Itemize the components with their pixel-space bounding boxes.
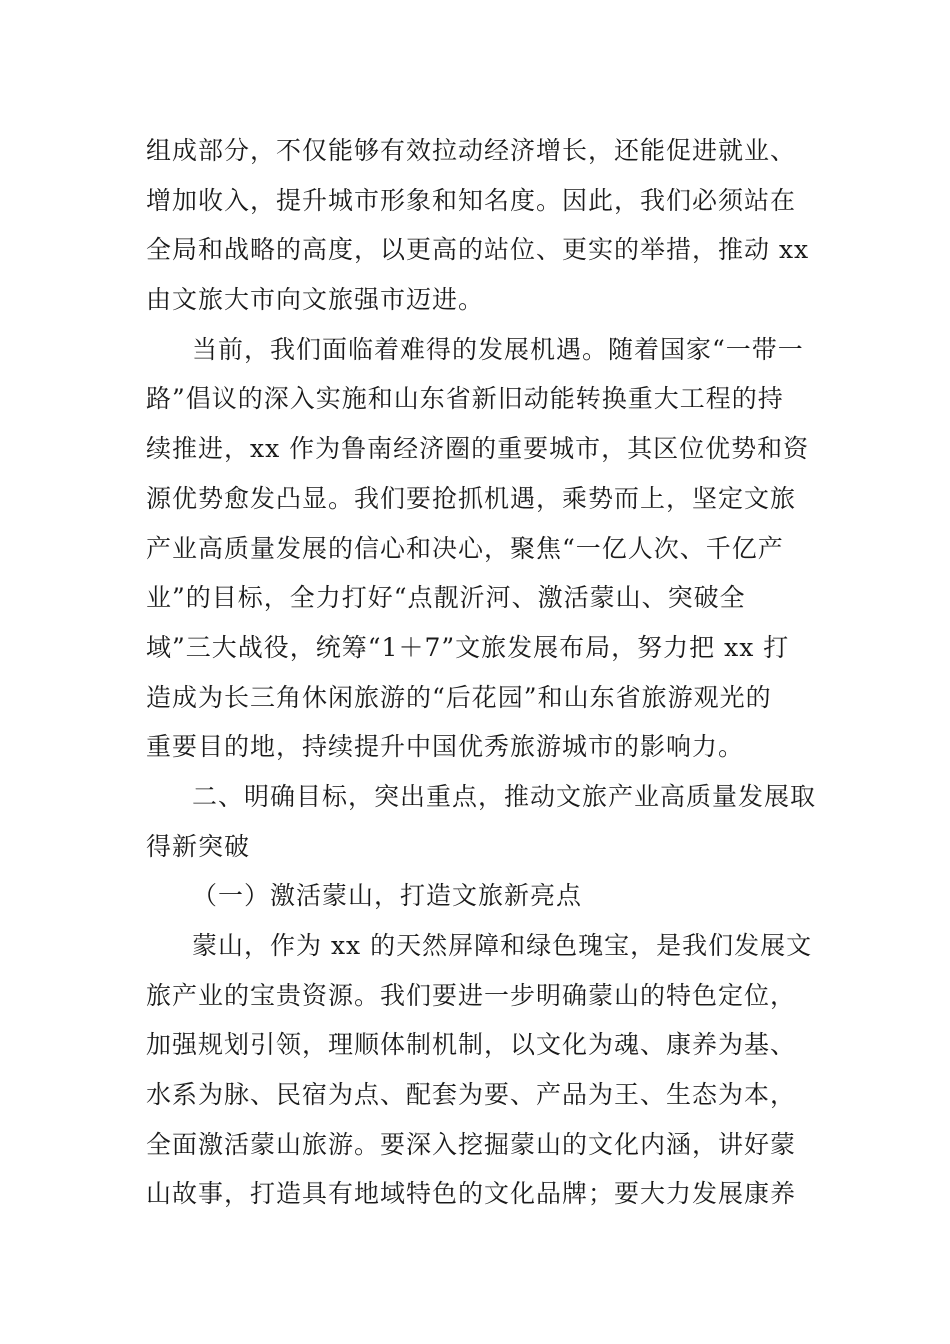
paragraph-line: 由文旅大市向文旅强市迈进。 bbox=[146, 285, 485, 315]
paragraph-line: 域”三大战役，统筹“1＋7”文旅发展布局，努力把 xx 打 bbox=[146, 632, 790, 662]
paragraph-line: 增加收入，提升城市形象和知名度。因此，我们必须站在 bbox=[146, 185, 797, 215]
paragraph-line: 蒙山，作为 xx 的天然屏障和绿色瑰宝，是我们发展文 bbox=[192, 931, 813, 960]
paragraph-line: 全面激活蒙山旅游。要深入挖掘蒙山的文化内涵，讲好蒙 bbox=[146, 1129, 797, 1159]
paragraph-line: 续推进，xx 作为鲁南经济圈的重要城市，其区位优势和资 bbox=[146, 434, 810, 464]
section-heading: 二、明确目标，突出重点，推动文旅产业高质量发展取 bbox=[192, 781, 817, 811]
paragraph-line: 加强规划引领，理顺体制机制，以文化为魂、康养为基、 bbox=[146, 1030, 797, 1060]
body-text bbox=[146, 126, 817, 1219]
paragraph-line: 路”倡议的深入实施和山东省新旧动能转换重大工程的持 bbox=[146, 384, 784, 414]
subsection-heading: （一）激活蒙山，打造文旅新亮点 bbox=[192, 881, 583, 911]
paragraph-line: 当前，我们面临着难得的发展机遇。随着国家“一带一 bbox=[192, 334, 804, 364]
paragraph-line: 重要目的地，持续提升中国优秀旅游城市的影响力。 bbox=[146, 732, 745, 762]
paragraph-line: 业”的目标，全力打好“点靓沂河、激活蒙山、突破全 bbox=[146, 583, 746, 613]
paragraph-line: 源优势愈发凸显。我们要抢抓机遇，乘势而上，坚定文旅 bbox=[146, 483, 797, 513]
section-heading: 得新突破 bbox=[146, 831, 251, 861]
paragraph-line: 产业高质量发展的信心和决心，聚焦“一亿人次、千亿产 bbox=[146, 533, 784, 563]
paragraph-line: 全局和战略的高度，以更高的站位、更实的举措，推动 xx bbox=[146, 235, 810, 265]
paragraph-line: 水系为脉、民宿为点、配套为要、产品为王、生态为本， bbox=[146, 1080, 797, 1110]
paragraph-line: 组成部分，不仅能够有效拉动经济增长，还能促进就业、 bbox=[146, 136, 797, 165]
paragraph-line: 旅产业的宝贵资源。我们要进一步明确蒙山的特色定位， bbox=[146, 980, 797, 1010]
paragraph-line: 造成为长三角休闲旅游的“后花园”和山东省旅游观光的 bbox=[146, 682, 772, 712]
paragraph-line: 山故事，打造具有地域特色的文化品牌；要大力发展康养 bbox=[146, 1179, 797, 1209]
